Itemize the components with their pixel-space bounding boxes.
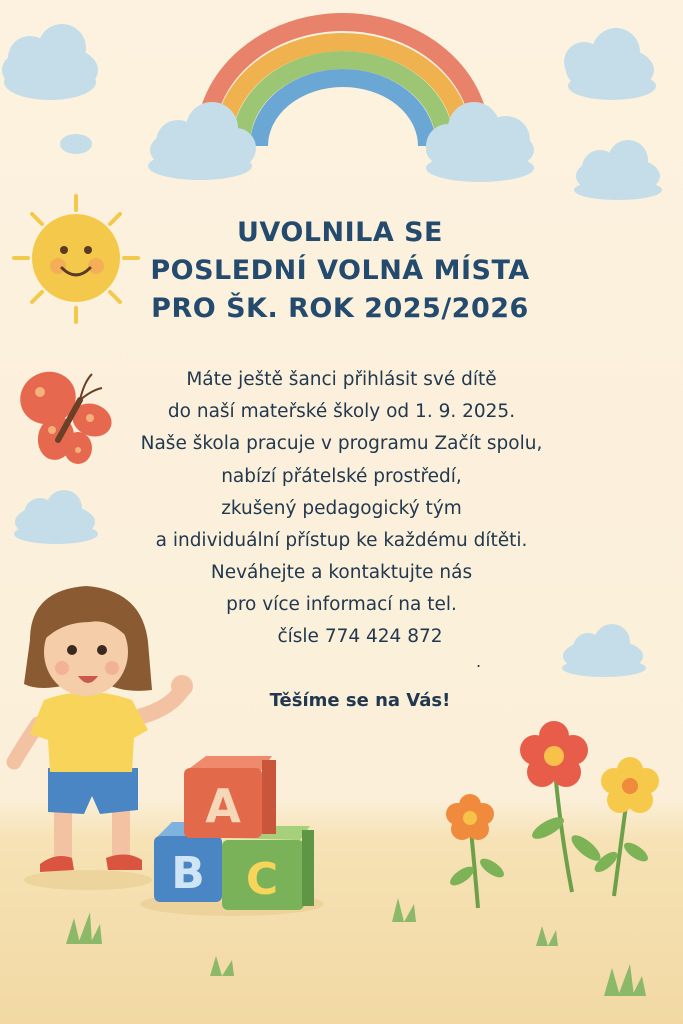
block-letter-c: C bbox=[245, 854, 279, 905]
body-text bbox=[110, 364, 573, 622]
body-line: zkušený pedagogický tým bbox=[221, 497, 462, 519]
body-line: do naší mateřské školy od 1. 9. 2025. bbox=[167, 401, 516, 423]
body-line: Máte ještě šanci přihlásit své dítě bbox=[186, 369, 497, 390]
headline bbox=[130, 214, 550, 328]
body-line: nabízí přátelské prostředí, bbox=[221, 465, 462, 487]
block-letter-b: B bbox=[171, 848, 205, 899]
body-line: pro více informací na tel. bbox=[226, 594, 457, 616]
body-line: Naše škola pracuje v programu Začít spolu, bbox=[140, 433, 543, 455]
closing-line: Těšíme se na Vás! bbox=[269, 690, 451, 711]
butterfly bbox=[13, 364, 116, 464]
cloud-top-right bbox=[564, 28, 656, 100]
cloud-top-left bbox=[2, 24, 98, 100]
body-line: a individuální přístup ke každému dítěti. bbox=[155, 529, 528, 551]
cloud-right bbox=[574, 140, 662, 200]
sun bbox=[14, 196, 138, 322]
headline-line-1: UVOLNILA SE bbox=[236, 217, 444, 248]
headline-line-3: PRO ŠK. ROK 2025/2026 bbox=[151, 293, 529, 324]
headline-line-2: POSLEDNÍ VOLNÁ MÍSTA bbox=[150, 255, 530, 286]
flowers bbox=[446, 721, 659, 908]
cloud-small-top bbox=[60, 134, 92, 154]
stray-dot: . bbox=[476, 652, 482, 671]
cloud-right-middle bbox=[562, 624, 646, 677]
cloud-left-middle bbox=[14, 490, 98, 544]
body-line: Neváhejte a kontaktujte nás bbox=[210, 562, 473, 584]
grass-tufts bbox=[66, 898, 646, 996]
block-letter-a: A bbox=[205, 779, 241, 833]
phone-number: čísle 774 424 872 bbox=[277, 626, 443, 647]
